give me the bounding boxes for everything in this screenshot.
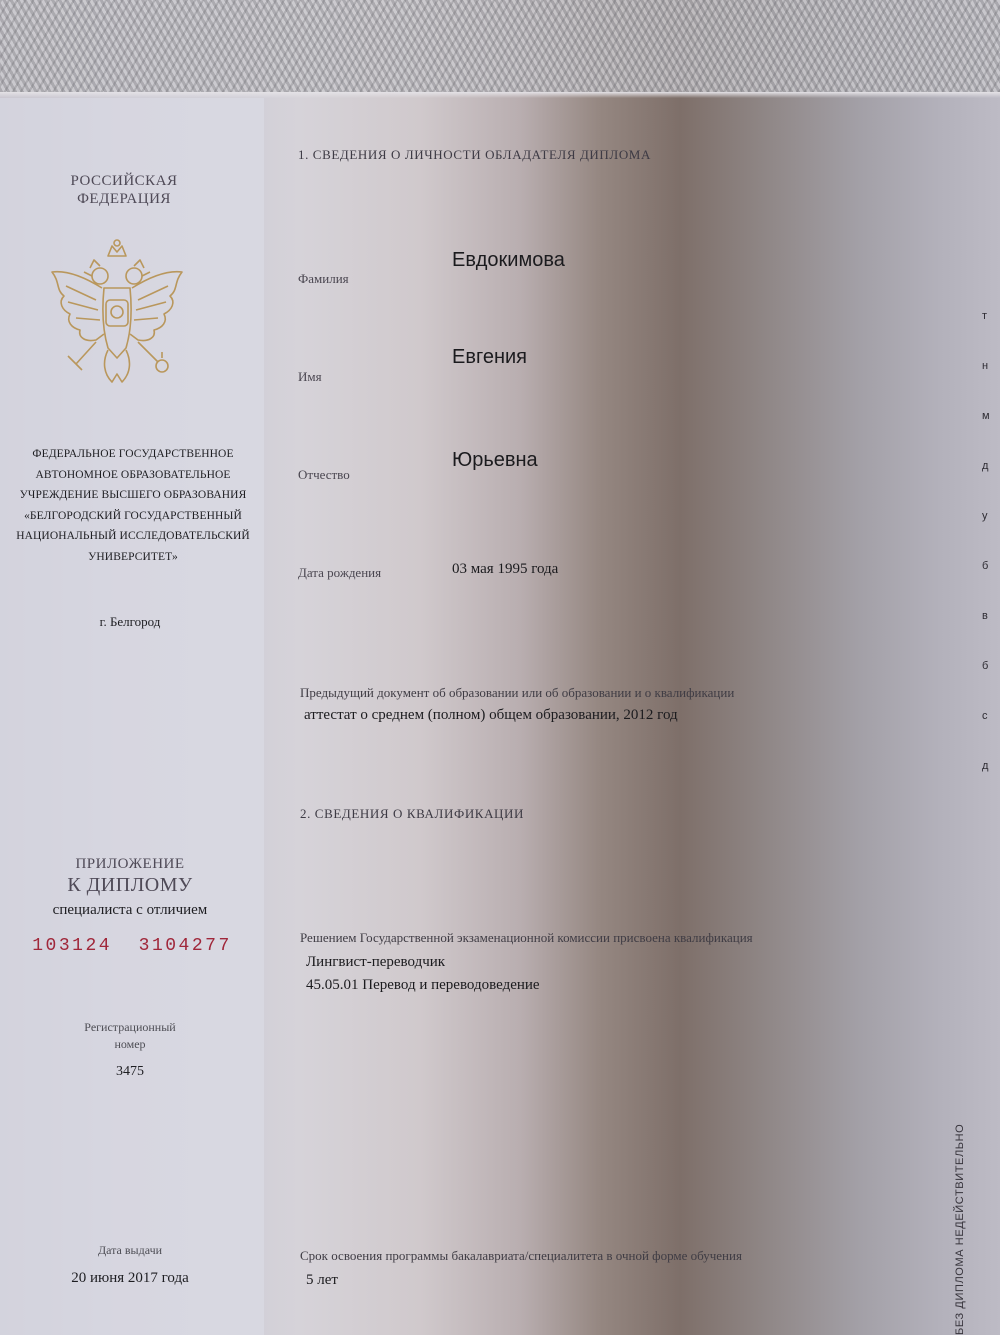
registration-label: [40, 1019, 220, 1053]
guilloche-pattern: [0, 0, 1000, 92]
edge-letter: б: [982, 660, 989, 672]
institution-line: АВТОНОМНОЕ ОБРАЗОВАТЕЛЬНОЕ: [35, 468, 231, 481]
qualification-caption: Решением Государственной экзаменационной комиссии присвоена квалификация: [300, 930, 753, 945]
name-label: Имя: [298, 369, 322, 384]
institution-line: УНИВЕРСИТЕТ»: [88, 550, 178, 563]
issue-date-label: Дата выдачи: [97, 1243, 163, 1257]
qualification-value: Лингвист-переводчик: [306, 954, 446, 970]
birth-date-value: 03 мая 1995 года: [452, 561, 559, 577]
appendix-title-line-1: ПРИЛОЖЕНИЕ: [75, 856, 185, 872]
previous-document-label: Предыдущий документ об образовании или об образовании и о квалификации: [300, 685, 735, 700]
patronymic-value: Юрьевна: [452, 449, 538, 471]
city: г. Белгород: [99, 614, 161, 629]
country-title: [54, 172, 194, 208]
edge-letter: у: [982, 510, 988, 522]
serial-number: 103124 3104277: [32, 936, 232, 956]
institution-line: ФЕДЕРАЛЬНОЕ ГОСУДАРСТВЕННОЕ: [32, 448, 234, 460]
institution-line: УЧРЕЖДЕНИЕ ВЫСШЕГО ОБРАЗОВАНИЯ: [19, 489, 247, 501]
surname-value: Евдокимова: [452, 249, 565, 271]
registration-label-line-2: номер: [114, 1037, 146, 1051]
appendix-title-line-2: К ДИПЛОМУ: [67, 874, 193, 896]
surname-label: Фамилия: [298, 271, 349, 286]
birth-date-label: Дата рождения: [298, 565, 382, 580]
duration-value: 5 лет: [306, 1272, 338, 1288]
institution-line: «БЕЛГОРОДСКИЙ ГОСУДАРСТВЕННЫЙ: [24, 509, 242, 522]
registration-label-line-1: Регистрационный: [84, 1020, 176, 1034]
name-value: Евгения: [452, 346, 527, 368]
duration-caption: Срок освоения программы бакалавриата/специалитета в очной форме обучения: [300, 1248, 742, 1263]
edge-letter: с: [982, 710, 988, 722]
coat-of-arms-icon: [46, 238, 188, 388]
edge-letter: м: [982, 410, 990, 422]
section-2-heading: 2. СВЕДЕНИЯ О КВАЛИФИКАЦИИ: [300, 806, 525, 821]
edge-letter: в: [982, 610, 988, 622]
country-line-1: РОССИЙСКАЯ: [70, 173, 178, 189]
institution-line: НАЦИОНАЛЬНЫЙ ИССЛЕДОВАТЕЛЬСКИЙ: [16, 530, 250, 542]
appendix-degree: специалиста с отличием: [52, 902, 208, 918]
section-1-heading: 1. СВЕДЕНИЯ О ЛИЧНОСТИ ОБЛАДАТЕЛЯ ДИПЛОМА: [298, 147, 651, 162]
edge-letter: д: [982, 460, 989, 472]
vertical-stamp-text: БЕЗ ДИПЛОМА НЕДЕЙСТВИТЕЛЬНО: [954, 1123, 966, 1335]
previous-document-value: аттестат о среднем (полном) общем образовании, 2012 год: [304, 707, 678, 723]
edge-letter: б: [982, 560, 989, 572]
edge-letter: д: [982, 760, 989, 772]
patronymic-label: Отчество: [298, 467, 350, 482]
institution-name: [4, 444, 262, 567]
vertical-stamp: [934, 1115, 964, 1335]
country-line-2: ФЕДЕРАЦИЯ: [77, 191, 171, 207]
next-page-edge: [976, 300, 1000, 800]
edge-letter: т: [982, 310, 988, 322]
issue-date: 20 июня 2017 года: [71, 1270, 189, 1286]
specialty-value: 45.05.01 Перевод и переводоведение: [306, 977, 540, 993]
registration-number: 3475: [116, 1064, 144, 1079]
edge-letter: н: [982, 360, 989, 372]
